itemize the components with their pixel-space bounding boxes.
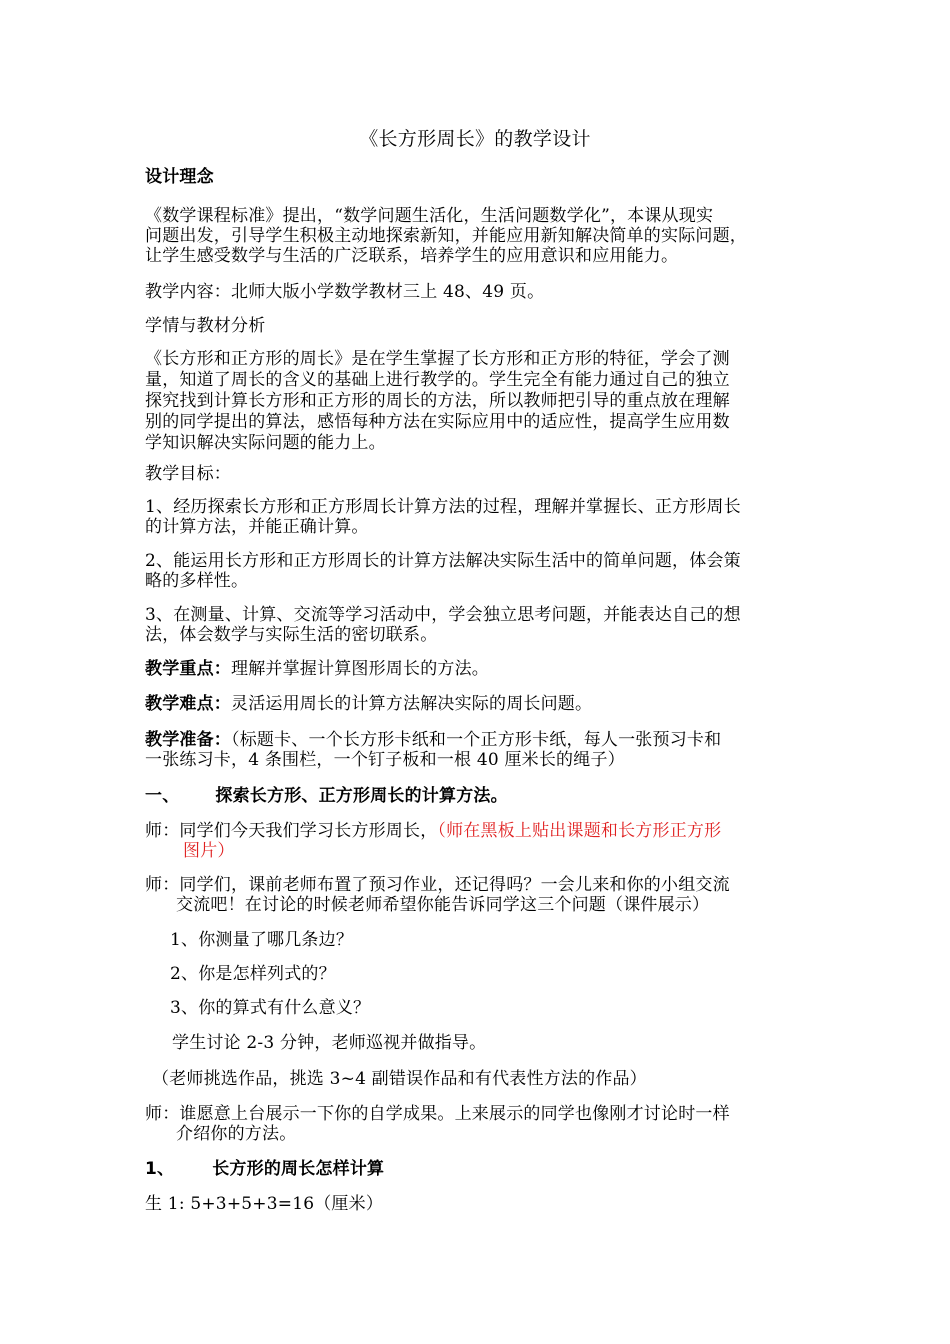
concept-line-2: 问题出发，引导学生积极主动地探索新知，并能应用新知解决简单的实际问题， — [145, 226, 747, 246]
subsection-1-heading — [145, 1158, 384, 1180]
teacher-line-1-text: 师：同学们今天我们学习长方形周长， — [145, 821, 438, 841]
section-1-title: 探索长方形、正方形周长的计算方法。 — [215, 786, 508, 806]
analysis-line-4: 别的同学提出的算法，感悟每种方法在实际应用中的适应性，提高学生应用数 — [145, 412, 730, 432]
preparation-label: 教学准备： — [145, 730, 231, 750]
page-title: 《长方形周长》的教学设计 — [359, 128, 591, 150]
subsection-1-title: 长方形的周长怎样计算 — [212, 1159, 385, 1179]
key-point-text: 理解并掌握计算图形周长的方法。 — [231, 659, 489, 679]
selection-note: （老师挑选作品，挑选 3~4 副错误作品和有代表性方法的作品） — [152, 1069, 647, 1089]
key-point-label: 教学重点： — [145, 659, 231, 679]
concept-line-1: 《数学课程标准》提出，“数学问题生活化，生活问题数学化”，本课从现实 — [145, 206, 714, 226]
preparation-line-1 — [145, 729, 721, 751]
goal-3-line-1: 3、在测量、计算、交流等学习活动中，学会独立思考问题，并能表达自己的想 — [145, 605, 741, 625]
preparation-line-2: 一张练习卡，4 条围栏，一个钉子板和一根 40 厘米长的绳子） — [145, 750, 625, 770]
analysis-line-1: 《长方形和正方形的周长》是在学生掌握了长方形和正方形的特征，学会了测 — [145, 349, 730, 369]
teacher-line-3: 师：谁愿意上台展示一下你的自学成果。上来展示的同学也像刚才讨论时一样 — [145, 1104, 730, 1124]
concept-line-3: 让学生感受数学与生活的广泛联系，培养学生的应用意识和应用能力。 — [145, 246, 679, 266]
goal-2-line-1: 2、能运用长方形和正方形周长的计算方法解决实际生活中的简单问题，体会策 — [145, 551, 741, 571]
teacher-line-3-cont: 介绍你的方法。 — [176, 1124, 297, 1144]
difficult-point-text: 灵活运用周长的计算方法解决实际的周长问题。 — [231, 694, 593, 714]
analysis-line-2: 量，知道了周长的含义的基础上进行教学的。学生完全有能力通过自己的独立 — [145, 370, 730, 390]
goal-3-line-2: 法，体会数学与实际生活的密切联系。 — [145, 625, 438, 645]
subsection-1-number: 1、 — [145, 1159, 175, 1179]
discussion-note: 学生讨论 2-3 分钟，老师巡视并做指导。 — [172, 1033, 487, 1053]
teacher-line-1-note: （师在黑板上贴出课题和长方形正方形 — [437, 821, 722, 841]
teacher-line-1-note-cont: 图片） — [183, 841, 235, 861]
question-1: 1、你测量了哪几条边？ — [170, 930, 354, 950]
difficult-point — [145, 693, 592, 715]
section-1-heading — [145, 785, 508, 807]
difficult-point-label: 教学难点： — [145, 694, 231, 714]
goal-1-line-2: 的计算方法，并能正确计算。 — [145, 517, 369, 537]
teacher-line-1 — [145, 820, 721, 842]
student-1-answer: 生 1: 5+3+5+3=16（厘米） — [145, 1194, 384, 1214]
question-3: 3、你的算式有什么意义？ — [170, 998, 371, 1018]
question-2: 2、你是怎样列式的？ — [170, 964, 336, 984]
section-1-number: 一、 — [145, 786, 180, 806]
preparation-text-1: （标题卡、一个长方形卡纸和一个正方形卡纸，每人一张预习卡和 — [231, 730, 722, 750]
teacher-line-2: 师：同学们，课前老师布置了预习作业，还记得吗？一会儿来和你的小组交流 — [145, 875, 730, 895]
heading-goals: 教学目标： — [145, 464, 231, 484]
teaching-content: 教学内容：北师大版小学数学教材三上 48、49 页。 — [145, 282, 545, 302]
analysis-line-5: 学知识解决实际问题的能力上。 — [145, 433, 386, 453]
key-point — [145, 658, 489, 680]
heading-design-concept: 设计理念 — [145, 167, 214, 187]
goal-1-line-1: 1、经历探索长方形和正方形周长计算方法的过程，理解并掌握长、正方形周长 — [145, 497, 741, 517]
analysis-line-3: 探究找到计算长方形和正方形的周长的方法，所以教师把引导的重点放在理解 — [145, 391, 730, 411]
teacher-line-2-cont: 交流吧！在讨论的时候老师希望你能告诉同学这三个问题（课件展示） — [176, 895, 710, 915]
heading-analysis: 学情与教材分析 — [145, 316, 266, 336]
goal-2-line-2: 略的多样性。 — [145, 571, 249, 591]
